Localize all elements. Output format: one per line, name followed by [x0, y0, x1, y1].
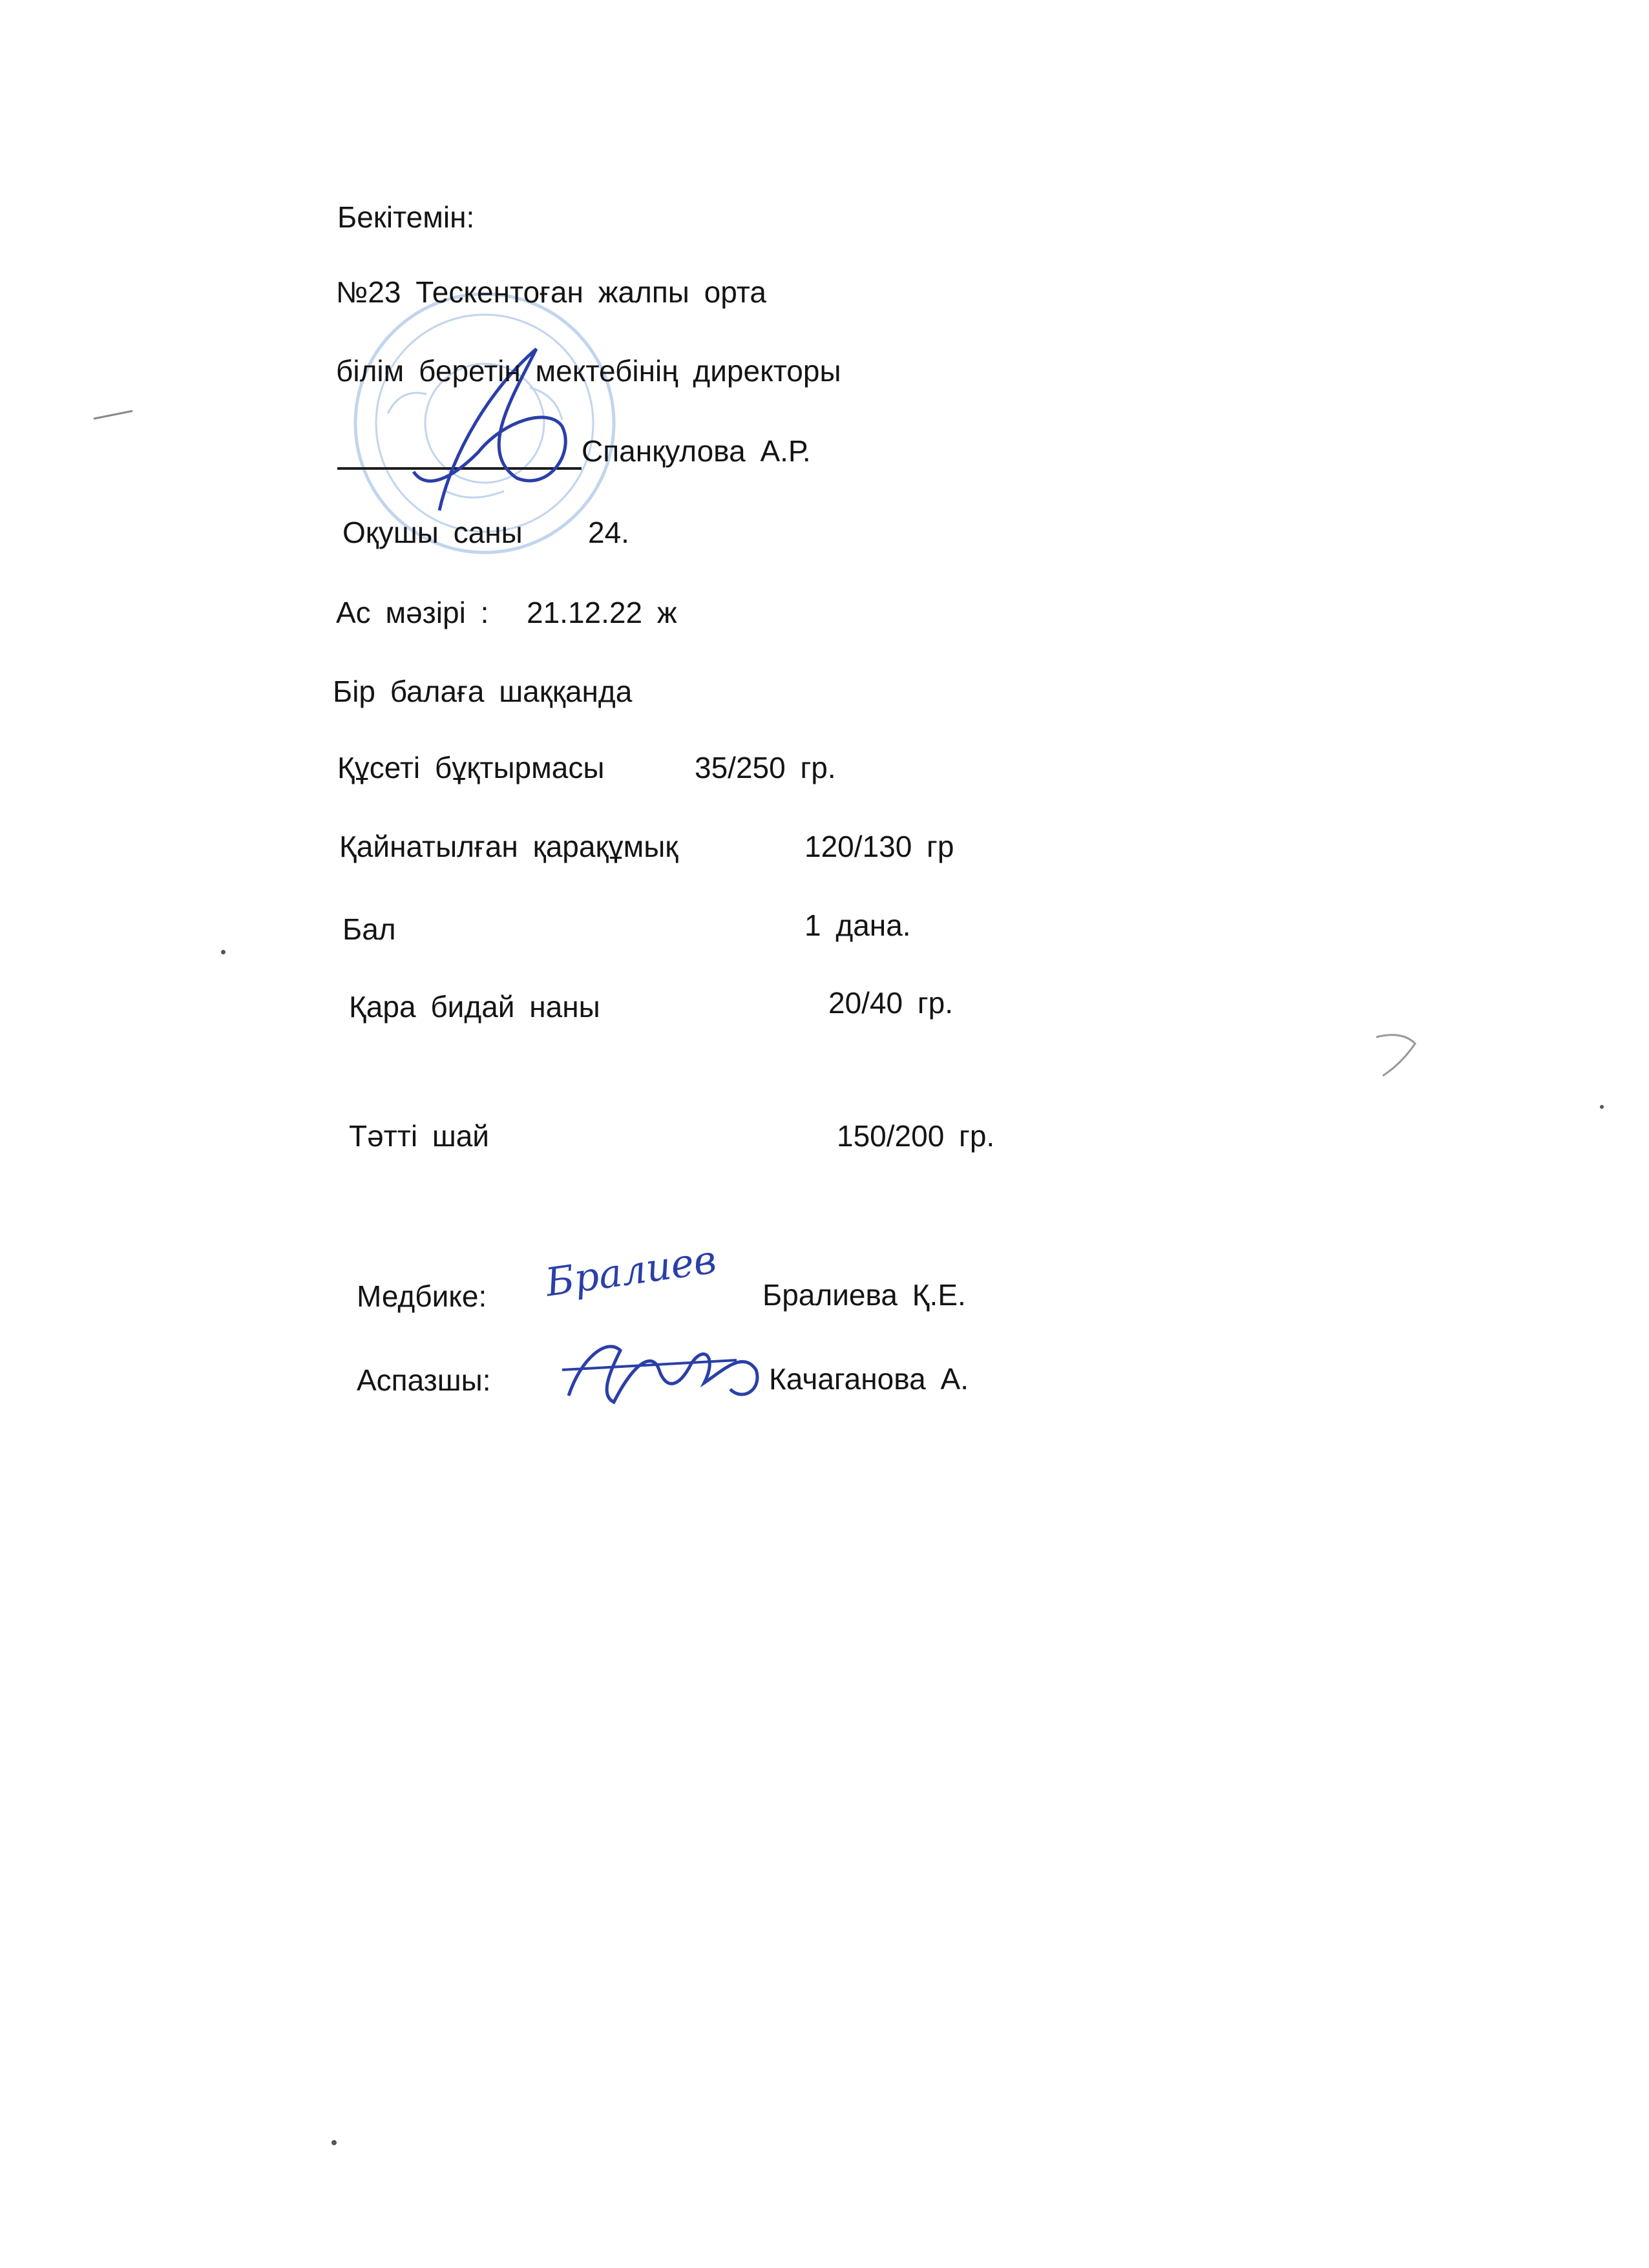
menu-item-amount: 20/40 гр. — [828, 986, 954, 1020]
director-name: Спанқулова А.Р. — [582, 434, 811, 468]
menu-item-name: Қара бидай наны — [349, 990, 600, 1024]
menu-item-name: Тәтті шай — [349, 1119, 489, 1153]
approval-heading: Бекітемін: — [337, 200, 475, 234]
school-line-1: №23 Тескентоған жалпы орта — [336, 275, 766, 309]
students-value: 24. — [588, 516, 629, 549]
per-child-note: Бір балаға шаққанда — [333, 675, 633, 708]
school-line-2: білім беретін мектебінің директоры — [336, 354, 841, 388]
menu-item-amount: 120/130 гр — [804, 830, 954, 863]
menu-date-label: Ас мәзірі : — [336, 596, 489, 629]
students-label: Оқушы саны — [342, 516, 523, 549]
cook-label: Аспазшы: — [357, 1363, 491, 1397]
menu-date-value: 21.12.22 ж — [527, 596, 677, 629]
menu-item-amount: 35/250 гр. — [695, 751, 836, 784]
menu-item-name: Құсеті бұқтырмасы — [337, 751, 605, 784]
nurse-name: Бралиева Қ.Е. — [762, 1278, 966, 1312]
menu-item-amount: 1 дана. — [804, 908, 911, 942]
menu-item-name: Бал — [342, 912, 396, 946]
menu-item-name: Қайнатылған қарақұмық — [339, 830, 678, 863]
nurse-label: Медбике: — [357, 1279, 487, 1313]
nurse-handwritten-signature: Бралиев — [543, 1237, 719, 1306]
menu-item-amount: 150/200 гр. — [837, 1119, 995, 1153]
cook-name: Качаганова А. — [769, 1362, 969, 1396]
